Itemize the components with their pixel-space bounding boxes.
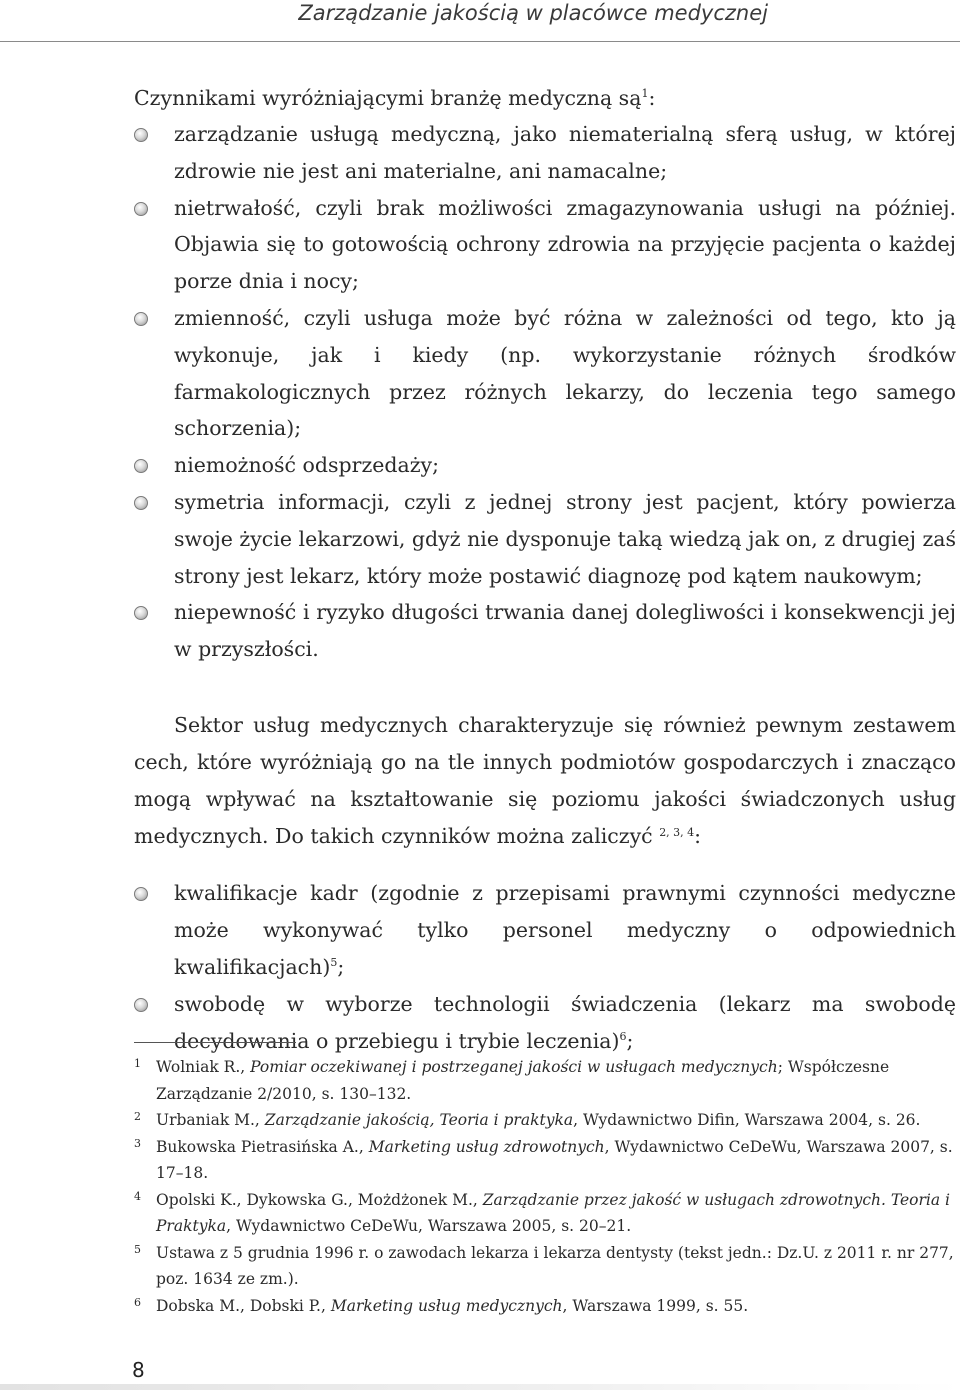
footnote-title: Marketing usług medycznych <box>330 1296 563 1315</box>
footnote-title: Zarządzanie przez jakość w usługach zdrowotnych. Teoria i Praktyka <box>156 1190 950 1235</box>
list-item-text: zmienność, czyli usługa może być różna w zależności od tego, kto ją wykonuje, jak i kiedy (np. wykorzystanie różnych środków farmakologicznych przez różnych lekarzy, do leczenia tego samego schorzenia); <box>174 305 956 441</box>
bullet-icon <box>134 459 148 473</box>
list-item-text: nietrwałość, czyli brak możliwości zmagazynowania usługi na później. Objawia się to gotowością ochrony zdrowia na przyjęcie pacjenta o każdej porze dnia i nocy; <box>174 195 956 294</box>
footnote <box>134 1240 956 1293</box>
intro-text: Czynnikami wyróżniającymi branżę medyczną są <box>134 86 642 110</box>
sector-suffix: : <box>694 823 702 848</box>
footnotes <box>134 1054 956 1319</box>
list-item <box>134 986 956 1060</box>
footnote-ref: 1 <box>641 87 649 100</box>
list-item-suffix: ; <box>337 955 345 980</box>
footnote-author: Bukowska Pietrasińska A., <box>156 1137 369 1156</box>
list-item-text: niepewność i ryzyko długości trwania danej dolegliwości i konsekwencji jej w przyszłości. <box>174 600 956 662</box>
footnote-rule <box>134 1042 296 1043</box>
bullet-icon <box>134 312 148 326</box>
list-item-text: kwalifikacje kadr (zgodnie z przepisami prawnymi czynności medyczne może wykonywać tylko personel medyczny o odpowiednich kwalifikacjach) <box>174 881 956 980</box>
intro-paragraph <box>134 80 956 116</box>
footnote-ref: 5 <box>330 956 338 970</box>
footnote-number: 3 <box>134 1136 141 1150</box>
list-item-text: swobodę w wyborze technologii świadczenia (lekarz ma swobodę decydowania o przebiegu i trybie leczenia) <box>174 991 956 1053</box>
list-item <box>134 594 956 668</box>
bullet-icon <box>134 887 148 901</box>
list-item <box>134 116 956 190</box>
footnote-number: 4 <box>134 1189 141 1203</box>
footnote-author: Ustawa z 5 grudnia 1996 r. o zawodach lekarza i lekarza dentysty (tekst jedn.: Dz.U. z 2011 r. nr 277, poz. 1634 ze zm.). <box>156 1243 954 1288</box>
list-item-suffix: ; <box>626 1028 634 1053</box>
footnote <box>134 1187 956 1240</box>
footnote-author: Dobska M., Dobski P., <box>156 1296 331 1315</box>
list-item <box>134 447 956 484</box>
list-item <box>134 300 956 447</box>
list-item-text: zarządzanie usługą medyczną, jako niematerialną sferą usług, w której zdrowie nie jest ani materialne, ani namacalne; <box>174 122 956 183</box>
footnote-number: 2 <box>134 1110 141 1123</box>
factors-list <box>134 116 956 668</box>
footnote-author: Urbaniak M., <box>156 1111 265 1129</box>
list-item-text: symetria informacji, czyli z jednej strony jest pacjent, który powierza swoje życie lekarzowi, gdyż nie dysponuje taką wiedzą jak on, z drugiej zaś strony jest lekarz, który może postawić diagnozę pod kątem naukowym; <box>174 489 956 588</box>
footnote-title: Marketing usług zdrowotnych <box>368 1137 605 1156</box>
list-item-text: niemożność odsprzedaży; <box>174 453 440 478</box>
sector-text: Sektor usług medycznych charakteryzuje się również pewnym zestawem cech, które wyróżniają go na tle innych podmiotów gospodarczych i znacząco mogą wpływać na kształtowanie się poziomu jakości świadczonych usług medycznych. Do takich czynników można zaliczyć <box>134 712 956 848</box>
bullet-icon <box>134 606 148 620</box>
footnote-details: , Wydawnictwo CeDeWu, Warszawa 2007, s. 17–18. <box>156 1137 953 1182</box>
footnote-number: 1 <box>134 1057 141 1070</box>
sector-factors-list <box>134 875 956 1059</box>
bullet-icon <box>134 128 148 142</box>
footnote-details: ; Współczesne Zarządzanie 2/2010, s. 130–132. <box>156 1058 890 1103</box>
list-item <box>134 484 956 594</box>
list-item <box>134 875 956 985</box>
footnote <box>134 1293 956 1320</box>
running-header <box>0 0 960 42</box>
footnote-details: , Wydawnictwo CeDeWu, Warszawa 2005, s. 20–21. <box>226 1217 632 1235</box>
bullet-icon <box>134 998 148 1012</box>
footnote-ref: 2, 3, 4 <box>659 825 695 839</box>
bottom-bar <box>0 1384 960 1390</box>
list-item <box>134 190 956 300</box>
bullet-icon <box>134 496 148 510</box>
footnote-details: , Wydawnictwo Difin, Warszawa 2004, s. 26. <box>573 1111 921 1129</box>
footnote <box>134 1054 956 1107</box>
footnote-number: 6 <box>134 1295 141 1309</box>
intro-suffix: : <box>648 86 656 110</box>
footnote-title: Zarządzanie jakością, Teoria i praktyka <box>264 1111 574 1129</box>
sector-paragraph <box>134 707 956 855</box>
footnote-author: Wolniak R., <box>156 1058 251 1076</box>
running-header-title: Zarządzanie jakością w placówce medycznej <box>298 1 768 25</box>
footnote-ref: 6 <box>619 1029 627 1043</box>
page-number: 8 <box>132 1358 145 1382</box>
footnote-details: , Warszawa 1999, s. 55. <box>562 1296 749 1315</box>
footnote-number: 5 <box>134 1242 141 1256</box>
bullet-icon <box>134 202 148 216</box>
main-content <box>134 80 956 1059</box>
footnote-author: Opolski K., Dykowska G., Możdżonek M., <box>156 1190 483 1209</box>
footnote <box>134 1134 956 1187</box>
footnote <box>134 1107 956 1134</box>
footnote-title: Pomiar oczekiwanej i postrzeganej jakości w usługach medycznych <box>250 1058 778 1076</box>
